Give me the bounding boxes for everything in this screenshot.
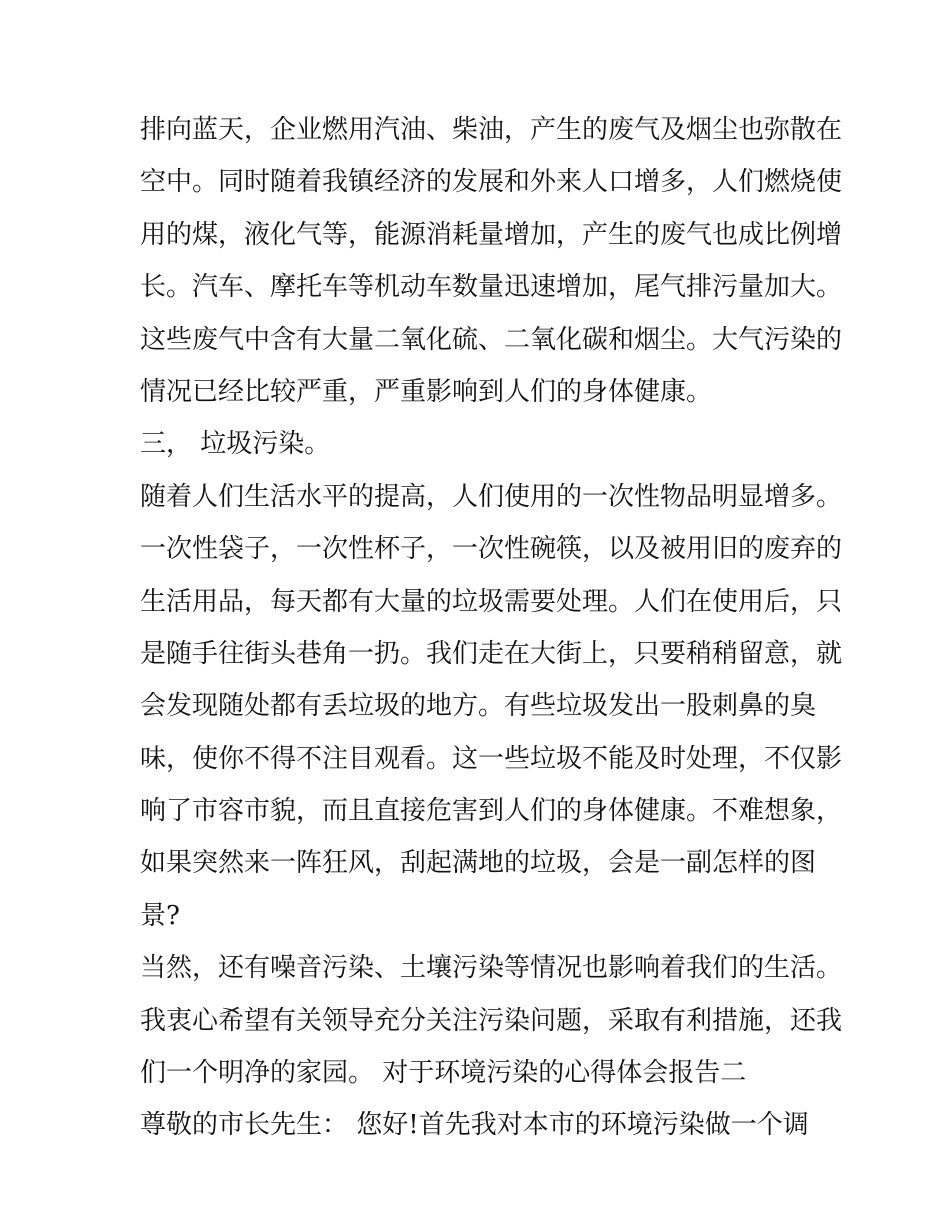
document-body [140,104,843,1152]
text-line: 会发现随处都有丢垃圾的地方。有些垃圾发出一股刺鼻的臭 [140,691,817,722]
text-line: 空中。同时随着我镇经济的发展和外来人口增多，人们燃烧使 [140,167,843,198]
text-line: 一次性袋子，一次性杯子，一次性碗筷，以及被用旧的废弃的 [140,534,843,565]
text-line: 生活用品，每天都有大量的垃圾需要处理。人们在使用后，只 [140,586,843,617]
text-line: 尊敬的市长先生： 您好!首先我对本市的环境污染做一个调 [140,1110,809,1141]
section-heading: 三， 垃圾污染。 [140,429,331,460]
text-line: 当然，还有噪音污染、土壤污染等情况也影响着我们的生活。 [140,953,843,984]
text-line: 情况已经比较严重，严重影响到人们的身体健康。 [140,376,713,407]
text-line: 用的煤，液化气等，能源消耗量增加，产生的废气也成比例增 [140,219,843,250]
text-line: 是随手往街头巷角一扔。我们走在大街上，只要稍稍留意，就 [140,638,843,669]
text-line: 排向蓝天，企业燃用汽油、柴油，产生的废气及烟尘也弥散在 [140,115,843,145]
text-line: 味，使你不得不注目观看。这一些垃圾不能及时处理，不仅影 [140,743,843,774]
text-line: 随着人们生活水平的提高，人们使用的一次性物品明显增多。 [140,481,843,512]
text-line: 如果突然来一阵狂风，刮起满地的垃圾，会是一副怎样的图 [140,848,817,879]
text-line: 这些废气中含有大量二氧化硫、二氧化碳和烟尘。大气污染的 [140,324,843,355]
text-line: 景? [140,900,180,931]
text-line: 长。汽车、摩托车等机动车数量迅速增加，尾气排污量加大。 [140,272,843,303]
text-line: 响了市容市貌，而且直接危害到人们的身体健康。不难想象， [140,796,843,827]
text-line: 们一个明净的家园。 对于环境污染的心得体会报告二 [140,1058,747,1089]
text-line: 我衷心希望有关领导充分关注污染问题，采取有利措施，还我 [140,1005,843,1036]
